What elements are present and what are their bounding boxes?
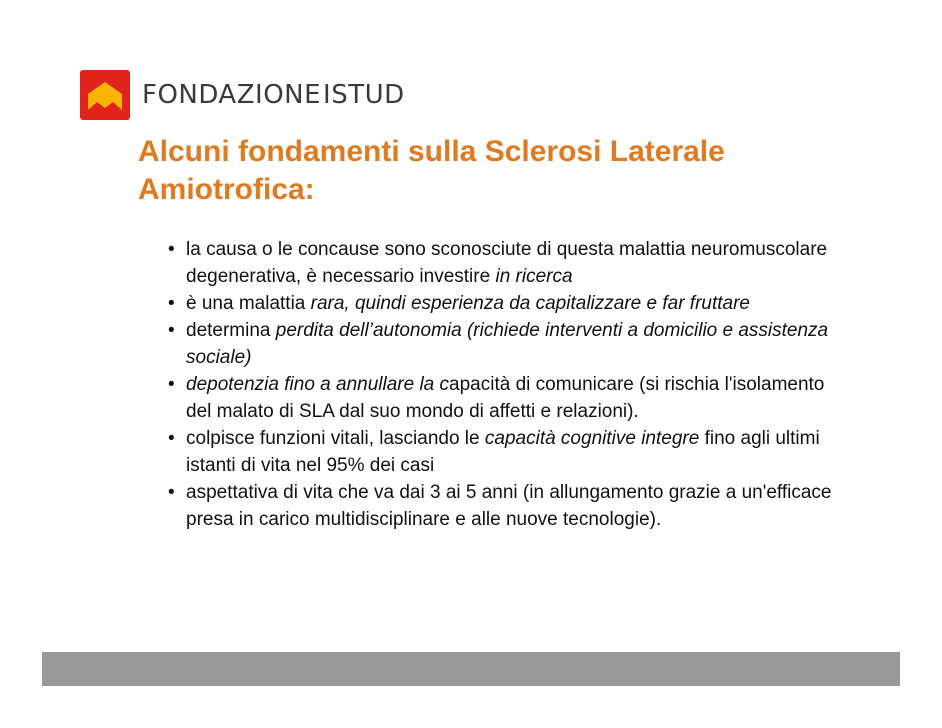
logo-word-istud: ISTUD <box>323 80 405 110</box>
logo-word-fondazione: FONDAZIONE <box>142 80 322 110</box>
bullet-text: apacità di comunicare (si rischia l'isolamento del malato di SLA dal suo mondo di affetti e relazioni). <box>186 374 825 422</box>
bullet-item <box>168 425 848 479</box>
slide-title <box>138 133 858 209</box>
bullet-text-italic: perdita dell’autonomia (richiede interventi a domicilio e assistenza sociale) <box>186 320 829 368</box>
slide-title-line-2: Amiotrofica: <box>138 173 315 206</box>
bullet-text-italic: capacità cognitive integre <box>484 428 700 449</box>
bullet-item <box>168 236 848 290</box>
bullet-text: è una malattia <box>186 293 311 314</box>
bullet-text: colpisce funzioni vitali, lasciando le <box>186 428 485 449</box>
bullet-text: determina <box>186 320 276 341</box>
bullet-text: la causa o le concause sono sconosciute di questa malattia neuromuscolare degenerativa, è necessario investire <box>186 239 828 287</box>
bullet-text: aspettativa di vita che va dai 3 ai 5 anni (in allungamento grazie a un'efficace presa in carico multidisciplinare e alle nuove tecnologie). <box>186 482 832 530</box>
footer-bar <box>42 652 900 686</box>
fondazione-istud-logo-icon <box>80 70 130 120</box>
bullet-item <box>168 371 848 425</box>
bullet-item <box>168 479 848 533</box>
bullet-text-italic: rara, quindi esperienza da capitalizzare e far fruttare <box>310 293 750 314</box>
bullet-item <box>168 317 848 371</box>
bullet-text-italic: in ricerca <box>495 266 573 287</box>
bullet-list <box>168 236 848 533</box>
logo <box>80 70 405 120</box>
bullet-text: fino agli ultimi istanti di vita nel 95% dei casi <box>186 428 820 476</box>
bullet-item <box>168 290 848 317</box>
bullet-text-italic: depotenzia fino a annullare la c <box>186 374 450 395</box>
slide-title-line-1: Alcuni fondamenti sulla Sclerosi Laterale <box>138 135 725 168</box>
logo-wordmark <box>142 70 405 120</box>
